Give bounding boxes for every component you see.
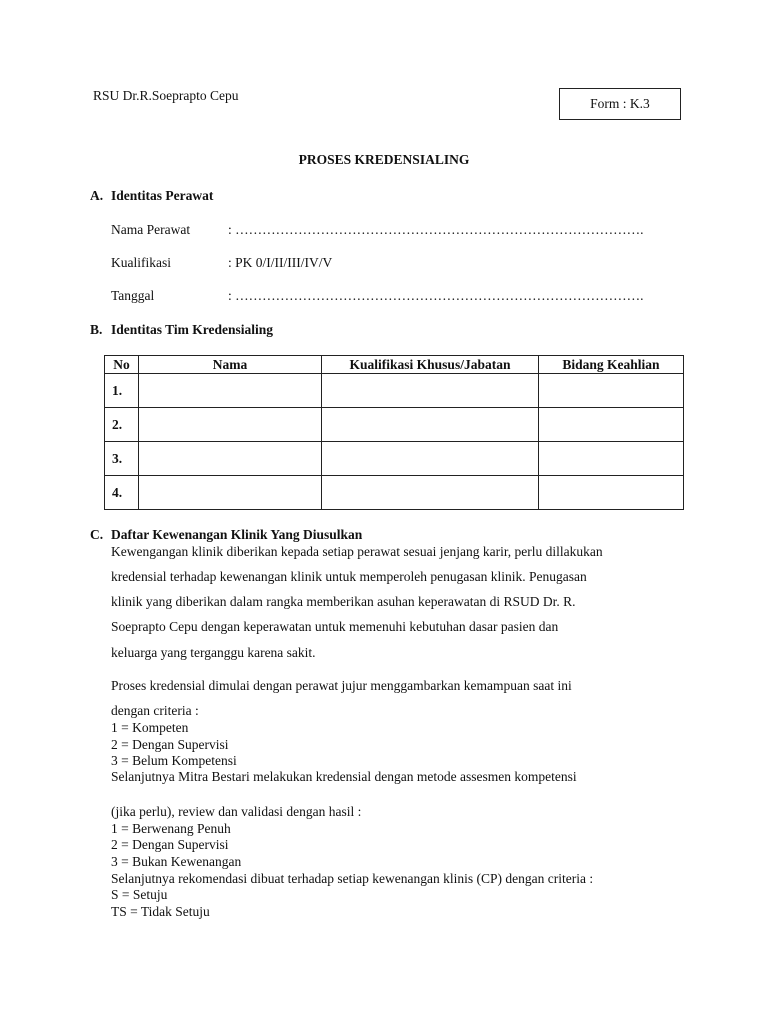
recommendation-item: S = Setuju [111, 887, 168, 902]
process-line: (jika perlu), review dan validasi dengan hasil : [111, 804, 362, 819]
paragraph-line: klinik yang diberikan dalam rangka memberikan asuhan keperawatan di RSUD Dr. R. [111, 594, 576, 609]
section-c-marker: C. [90, 527, 104, 542]
criteria-item: 1 = Kompeten [111, 720, 189, 735]
hospital-name: RSU Dr.R.Soeprapto Cepu [93, 88, 239, 103]
cell-bidang [539, 476, 684, 510]
cell-kualifikasi [322, 408, 539, 442]
section-c-heading: Daftar Kewenangan Klinik Yang Diusulkan [111, 527, 363, 542]
cell-bidang [539, 408, 684, 442]
field-value-nama-perawat: : ………………………………………………………………………………. [228, 222, 644, 237]
section-b-marker: B. [90, 322, 103, 337]
row-number: 3. [105, 442, 139, 476]
cell-nama [139, 374, 322, 408]
cell-nama [139, 408, 322, 442]
cell-nama [139, 476, 322, 510]
process-line: Proses kredensial dimulai dengan perawat jujur menggambarkan kemampuan saat ini [111, 678, 572, 693]
field-label-kualifikasi: Kualifikasi [111, 255, 171, 270]
form-code-box [559, 88, 681, 120]
process-line: Selanjutnya rekomendasi dibuat terhadap setiap kewenangan klinis (CP) dengan criteria : [111, 871, 594, 886]
cell-kualifikasi [322, 442, 539, 476]
table-row [105, 442, 684, 476]
recommendation-item: TS = Tidak Setuju [111, 904, 210, 919]
row-number: 1. [105, 374, 139, 408]
column-header-bidang: Bidang Keahlian [539, 356, 684, 374]
column-header-nama: Nama [139, 356, 322, 374]
column-header-kualifikasi: Kualifikasi Khusus/Jabatan [322, 356, 539, 374]
table-row [105, 408, 684, 442]
field-value-kualifikasi: : PK 0/I/II/III/IV/V [228, 255, 333, 270]
section-b-heading: Identitas Tim Kredensialing [111, 322, 274, 337]
form-code: Form : K.3 [590, 96, 650, 111]
section-a-marker: A. [90, 188, 104, 203]
cell-nama [139, 442, 322, 476]
row-number: 2. [105, 408, 139, 442]
result-item: 1 = Berwenang Penuh [111, 821, 231, 836]
result-item: 3 = Bukan Kewenangan [111, 854, 242, 869]
paragraph-line: Soeprapto Cepu dengan keperawatan untuk memenuhi kebutuhan dasar pasien dan [111, 619, 559, 634]
cell-kualifikasi [322, 374, 539, 408]
field-label-tanggal: Tanggal [111, 288, 155, 303]
row-number: 4. [105, 476, 139, 510]
field-value-tanggal: : ………………………………………………………………………………. [228, 288, 644, 303]
paragraph-line: Kewengangan klinik diberikan kepada setiap perawat sesuai jenjang karir, perlu dillakukan [111, 544, 603, 559]
criteria-item: 3 = Belum Kompetensi [111, 753, 237, 768]
cell-kualifikasi [322, 476, 539, 510]
cell-bidang [539, 442, 684, 476]
page-title: PROSES KREDENSIALING [298, 152, 470, 167]
criteria-item: 2 = Dengan Supervisi [111, 737, 229, 752]
field-label-nama-perawat: Nama Perawat [111, 222, 191, 237]
tim-kredensialing-table [104, 355, 684, 510]
table-row [105, 476, 684, 510]
process-line: Selanjutnya Mitra Bestari melakukan kredensial dengan metode assesmen kompetensi [111, 769, 577, 784]
section-a-heading: Identitas Perawat [111, 188, 214, 203]
table-header-row [105, 356, 684, 374]
column-header-no: No [105, 356, 139, 374]
cell-bidang [539, 374, 684, 408]
process-line: dengan criteria : [111, 703, 199, 718]
result-item: 2 = Dengan Supervisi [111, 837, 229, 852]
paragraph-line: kredensial terhadap kewenangan klinik untuk memperoleh penugasan klinik. Penugasan [111, 569, 587, 584]
paragraph-line: keluarga yang terganggu karena sakit. [111, 645, 316, 660]
table-row [105, 374, 684, 408]
